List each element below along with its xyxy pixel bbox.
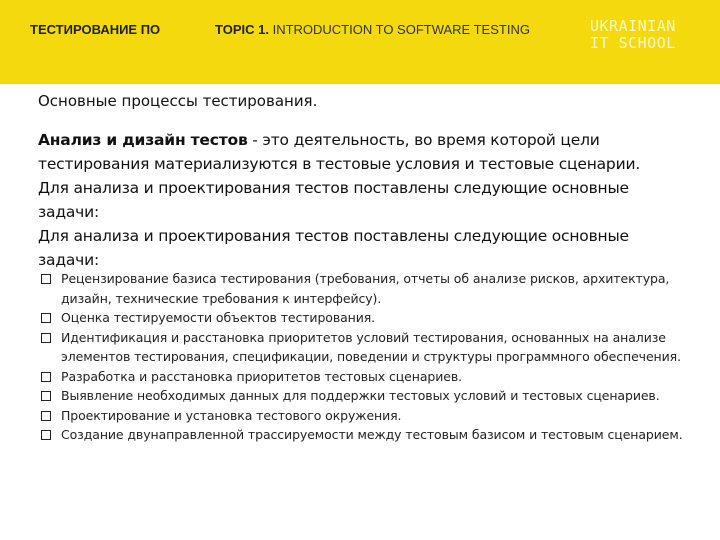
list-item [38,308,688,328]
logo-line-1: UKRAINIAN [590,17,676,35]
slide-title: Основные процессы тестирования. [38,92,318,110]
definition: - это деятельность, во время которой цели тестирования материализуются в тестовые условия и тестовые сценарии. [38,131,641,173]
topic-title: INTRODUCTION TO SOFTWARE TESTING [272,22,530,37]
header-bar [0,0,720,84]
task-text: Оценка тестируемости объектов тестирования. [61,310,376,325]
list-item [38,367,688,387]
tasks-intro-1: Для анализа и проектирования тестов поставлены следующие основные задачи: [38,179,629,221]
checkbox-bullet-icon [41,372,51,382]
topic-heading [215,22,530,37]
list-item [38,406,688,426]
list-item [38,386,688,406]
checkbox-bullet-icon [41,333,51,343]
checkbox-bullet-icon [41,411,51,421]
checkbox-bullet-icon [41,430,51,440]
task-text: Создание двунаправленной трассируемости между тестовым базисом и тестовым сценарием. [61,427,683,442]
task-text: Идентификация и расстановка приоритетов условий тестирования, основанных на анализе элементов тестирования, спецификации, поведении и структуры программного обеспечения. [61,329,681,364]
task-text: Разработка и расстановка приоритетов тестовых сценариев. [61,368,462,384]
list-item [38,269,688,308]
task-text: Рецензирование базиса тестирования (требования, отчеты об анализе рисков, архитектура, дизайн, технические требования к интерфейсу). [61,271,670,306]
list-item [38,328,688,367]
task-text: Выявление необходимых данных для поддержки тестовых условий и тестовых сценариев. [61,388,660,403]
checkbox-bullet-icon [41,391,51,401]
slide-body [38,128,688,272]
checkbox-bullet-icon [41,274,51,284]
list-item [38,425,688,445]
topic-number: TOPIC 1. [215,22,269,37]
logo-line-2: IT SCHOOL [590,34,676,52]
term: Анализ и дизайн тестов [38,131,248,149]
course-title: ТЕСТИРОВАНИЕ ПО [30,22,161,37]
task-text: Проектирование и установка тестового окружения. [61,407,402,423]
task-list [38,269,688,445]
school-logo [590,18,676,52]
definition-paragraph [38,128,688,176]
tasks-intro-2: Для анализа и проектирования тестов поставлены следующие основные задачи: [38,227,629,269]
checkbox-bullet-icon [41,313,51,323]
